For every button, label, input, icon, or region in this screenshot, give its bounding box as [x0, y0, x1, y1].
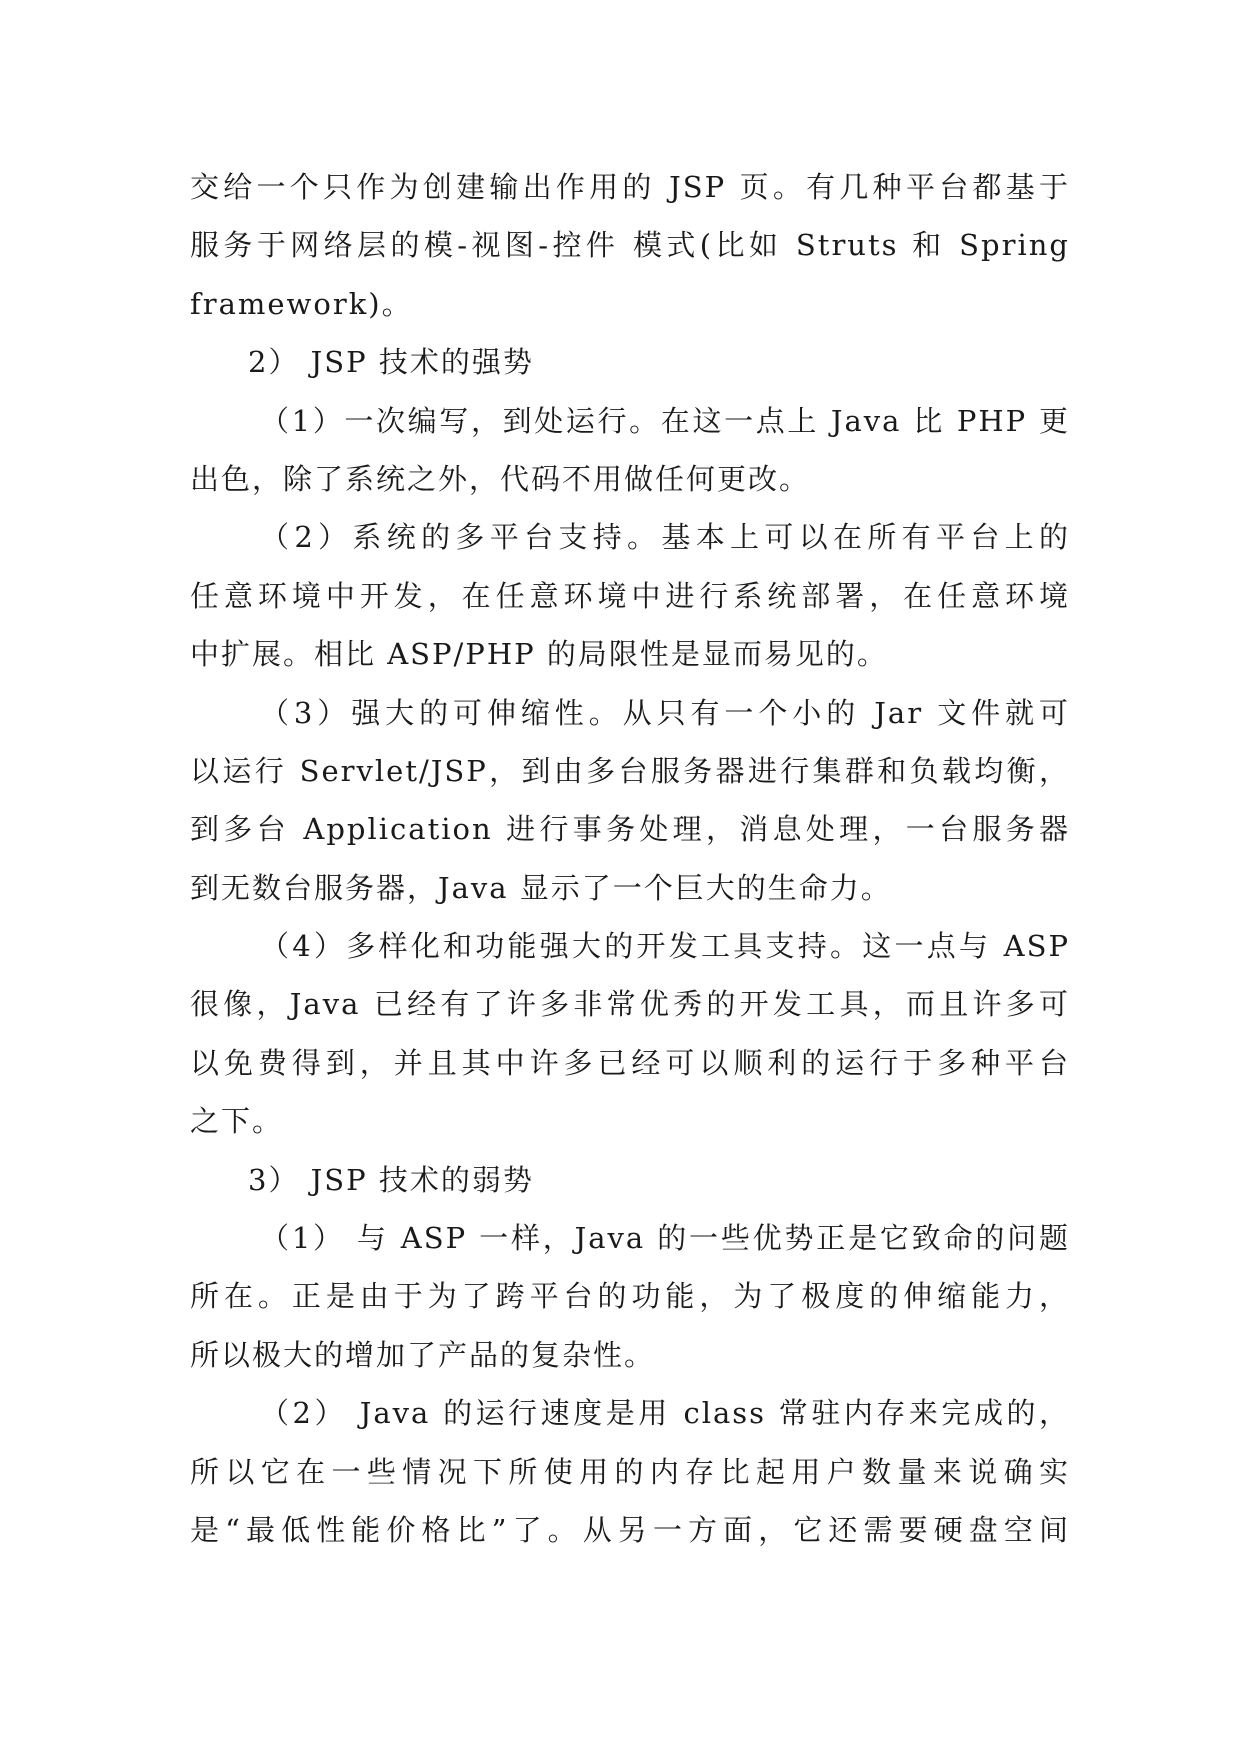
section-heading: 3） JSP 技术的弱势: [248, 1162, 534, 1197]
text-line: （1） 与 ASP 一样，Java 的一些优势正是它致命的问题: [260, 1221, 1070, 1256]
text-line: （1）一次编写，到处运行。在这一点上 Java 比 PHP 更: [260, 403, 1070, 438]
text-line: 出色，除了系统之外，代码不用做任何更改。: [190, 461, 811, 496]
text-line: 所在。正是由于为了跨平台的功能，为了极度的伸缩能力，: [190, 1279, 1070, 1314]
text-line: 很像，Java 已经有了许多非常优秀的开发工具，而且许多可: [190, 987, 1070, 1022]
text-line: 以运行 Servlet/JSP，到由多台服务器进行集群和负载均衡，: [190, 753, 1070, 788]
document-page: [190, 158, 1070, 1559]
text-line: 到无数台服务器，Java 显示了一个巨大的生命力。: [190, 870, 892, 905]
text-line: 之下。: [190, 1104, 284, 1139]
text-line: 所以极大的增加了产品的复杂性。: [190, 1337, 656, 1372]
text-line: （2） Java 的运行速度是用 class 常驻内存来完成的，: [260, 1396, 1070, 1431]
text-line: （3）强大的可伸缩性。从只有一个小的 Jar 文件就可: [260, 695, 1070, 730]
text-line: 是“最低性能价格比”了。从另一方面，它还需要硬盘空间: [190, 1512, 1070, 1547]
text-line: framework)。: [190, 286, 413, 321]
text-line: 中扩展。相比 ASP/PHP 的局限性是显而易见的。: [190, 637, 888, 672]
text-line: 到多台 Application 进行事务处理，消息处理，一台服务器: [190, 812, 1070, 847]
text-line: 服务于网络层的模-视图-控件 模式(比如 Struts 和 Spring: [190, 228, 1070, 263]
text-line: （2）系统的多平台支持。基本上可以在所有平台上的: [260, 520, 1070, 555]
section-heading: 2） JSP 技术的强势: [248, 345, 534, 380]
text-line: （4）多样化和功能强大的开发工具支持。这一点与 ASP: [260, 929, 1070, 964]
text-line: 所以它在一些情况下所使用的内存比起用户数量来说确实: [190, 1454, 1070, 1489]
text-line: 交给一个只作为创建输出作用的 JSP 页。有几种平台都基于: [190, 170, 1070, 204]
text-line: 以免费得到，并且其中许多已经可以顺利的运行于多种平台: [190, 1045, 1070, 1080]
text-line: 任意环境中开发，在任意环境中进行系统部署，在任意环境: [190, 578, 1070, 613]
